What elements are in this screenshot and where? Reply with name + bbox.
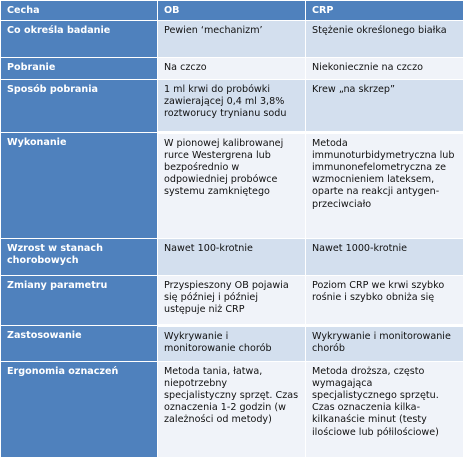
ob-cell: 1 ml krwi do probówki zawierającej 0,4 ml 3,8% roztworucy trynianu sodu bbox=[158, 80, 306, 133]
table-row bbox=[1, 239, 464, 276]
table-row bbox=[1, 276, 464, 326]
table-row bbox=[1, 326, 464, 362]
row-label: Pobranie bbox=[1, 58, 158, 80]
row-label: Zmiany parametru bbox=[1, 276, 158, 326]
ob-cell: Nawet 100-krotnie bbox=[158, 239, 306, 276]
table-row bbox=[1, 133, 464, 239]
row-label: Wzrost w stanach chorobowych bbox=[1, 239, 158, 276]
ob-cell: Przyspieszony OB pojawia się później i później ustępuje niż CRP bbox=[158, 276, 306, 326]
ob-cell: Metoda tania, łatwa, niepotrzebny specjalistyczny sprzęt. Czas oznaczenia 1-2 godzin (w zależności od metody) bbox=[158, 362, 306, 458]
table-row bbox=[1, 21, 464, 58]
ob-cell: W pionowej kalibrowanej rurce Westergrena lub bezpośrednio w odpowiedniej probówce systemu zamkniętego bbox=[158, 133, 306, 239]
row-label: Zastosowanie bbox=[1, 326, 158, 362]
row-label: Sposób pobrania bbox=[1, 80, 158, 133]
crp-cell: Poziom CRP we krwi szybko rośnie i szybko obniża się bbox=[306, 276, 464, 326]
crp-cell: Metoda droższa, często wymagająca specjalistycznego sprzętu. Czas oznaczenia kilka-kilkanaście minut (testy ilościowe lub półilościowe) bbox=[306, 362, 464, 458]
table-row bbox=[1, 80, 464, 133]
row-label: Wykonanie bbox=[1, 133, 158, 239]
crp-cell: Niekoniecznie na czczo bbox=[306, 58, 464, 80]
row-label: Ergonomia oznaczeń bbox=[1, 362, 158, 458]
header-feature: Cecha bbox=[1, 1, 158, 21]
ob-cell: Wykrywanie i monitorowanie chorób bbox=[158, 326, 306, 362]
crp-cell: Stężenie określonego białka bbox=[306, 21, 464, 58]
table-row bbox=[1, 58, 464, 80]
crp-cell: Wykrywanie i monitorowanie chorób bbox=[306, 326, 464, 362]
ob-cell: Pewien ‘mechanizm’ bbox=[158, 21, 306, 58]
table-header-row bbox=[1, 1, 464, 21]
row-label: Co określa badanie bbox=[1, 21, 158, 58]
header-ob: OB bbox=[158, 1, 306, 21]
crp-cell: Metoda immunoturbidymetryczna lub immunonefelometryczna ze wzmocnieniem lateksem, oparte na reakcji antygen-przeciwciało bbox=[306, 133, 464, 239]
header-crp: CRP bbox=[306, 1, 464, 21]
ob-cell: Na czczo bbox=[158, 58, 306, 80]
crp-cell: Krew „na skrzep” bbox=[306, 80, 464, 133]
table-row bbox=[1, 362, 464, 458]
crp-cell: Nawet 1000-krotnie bbox=[306, 239, 464, 276]
